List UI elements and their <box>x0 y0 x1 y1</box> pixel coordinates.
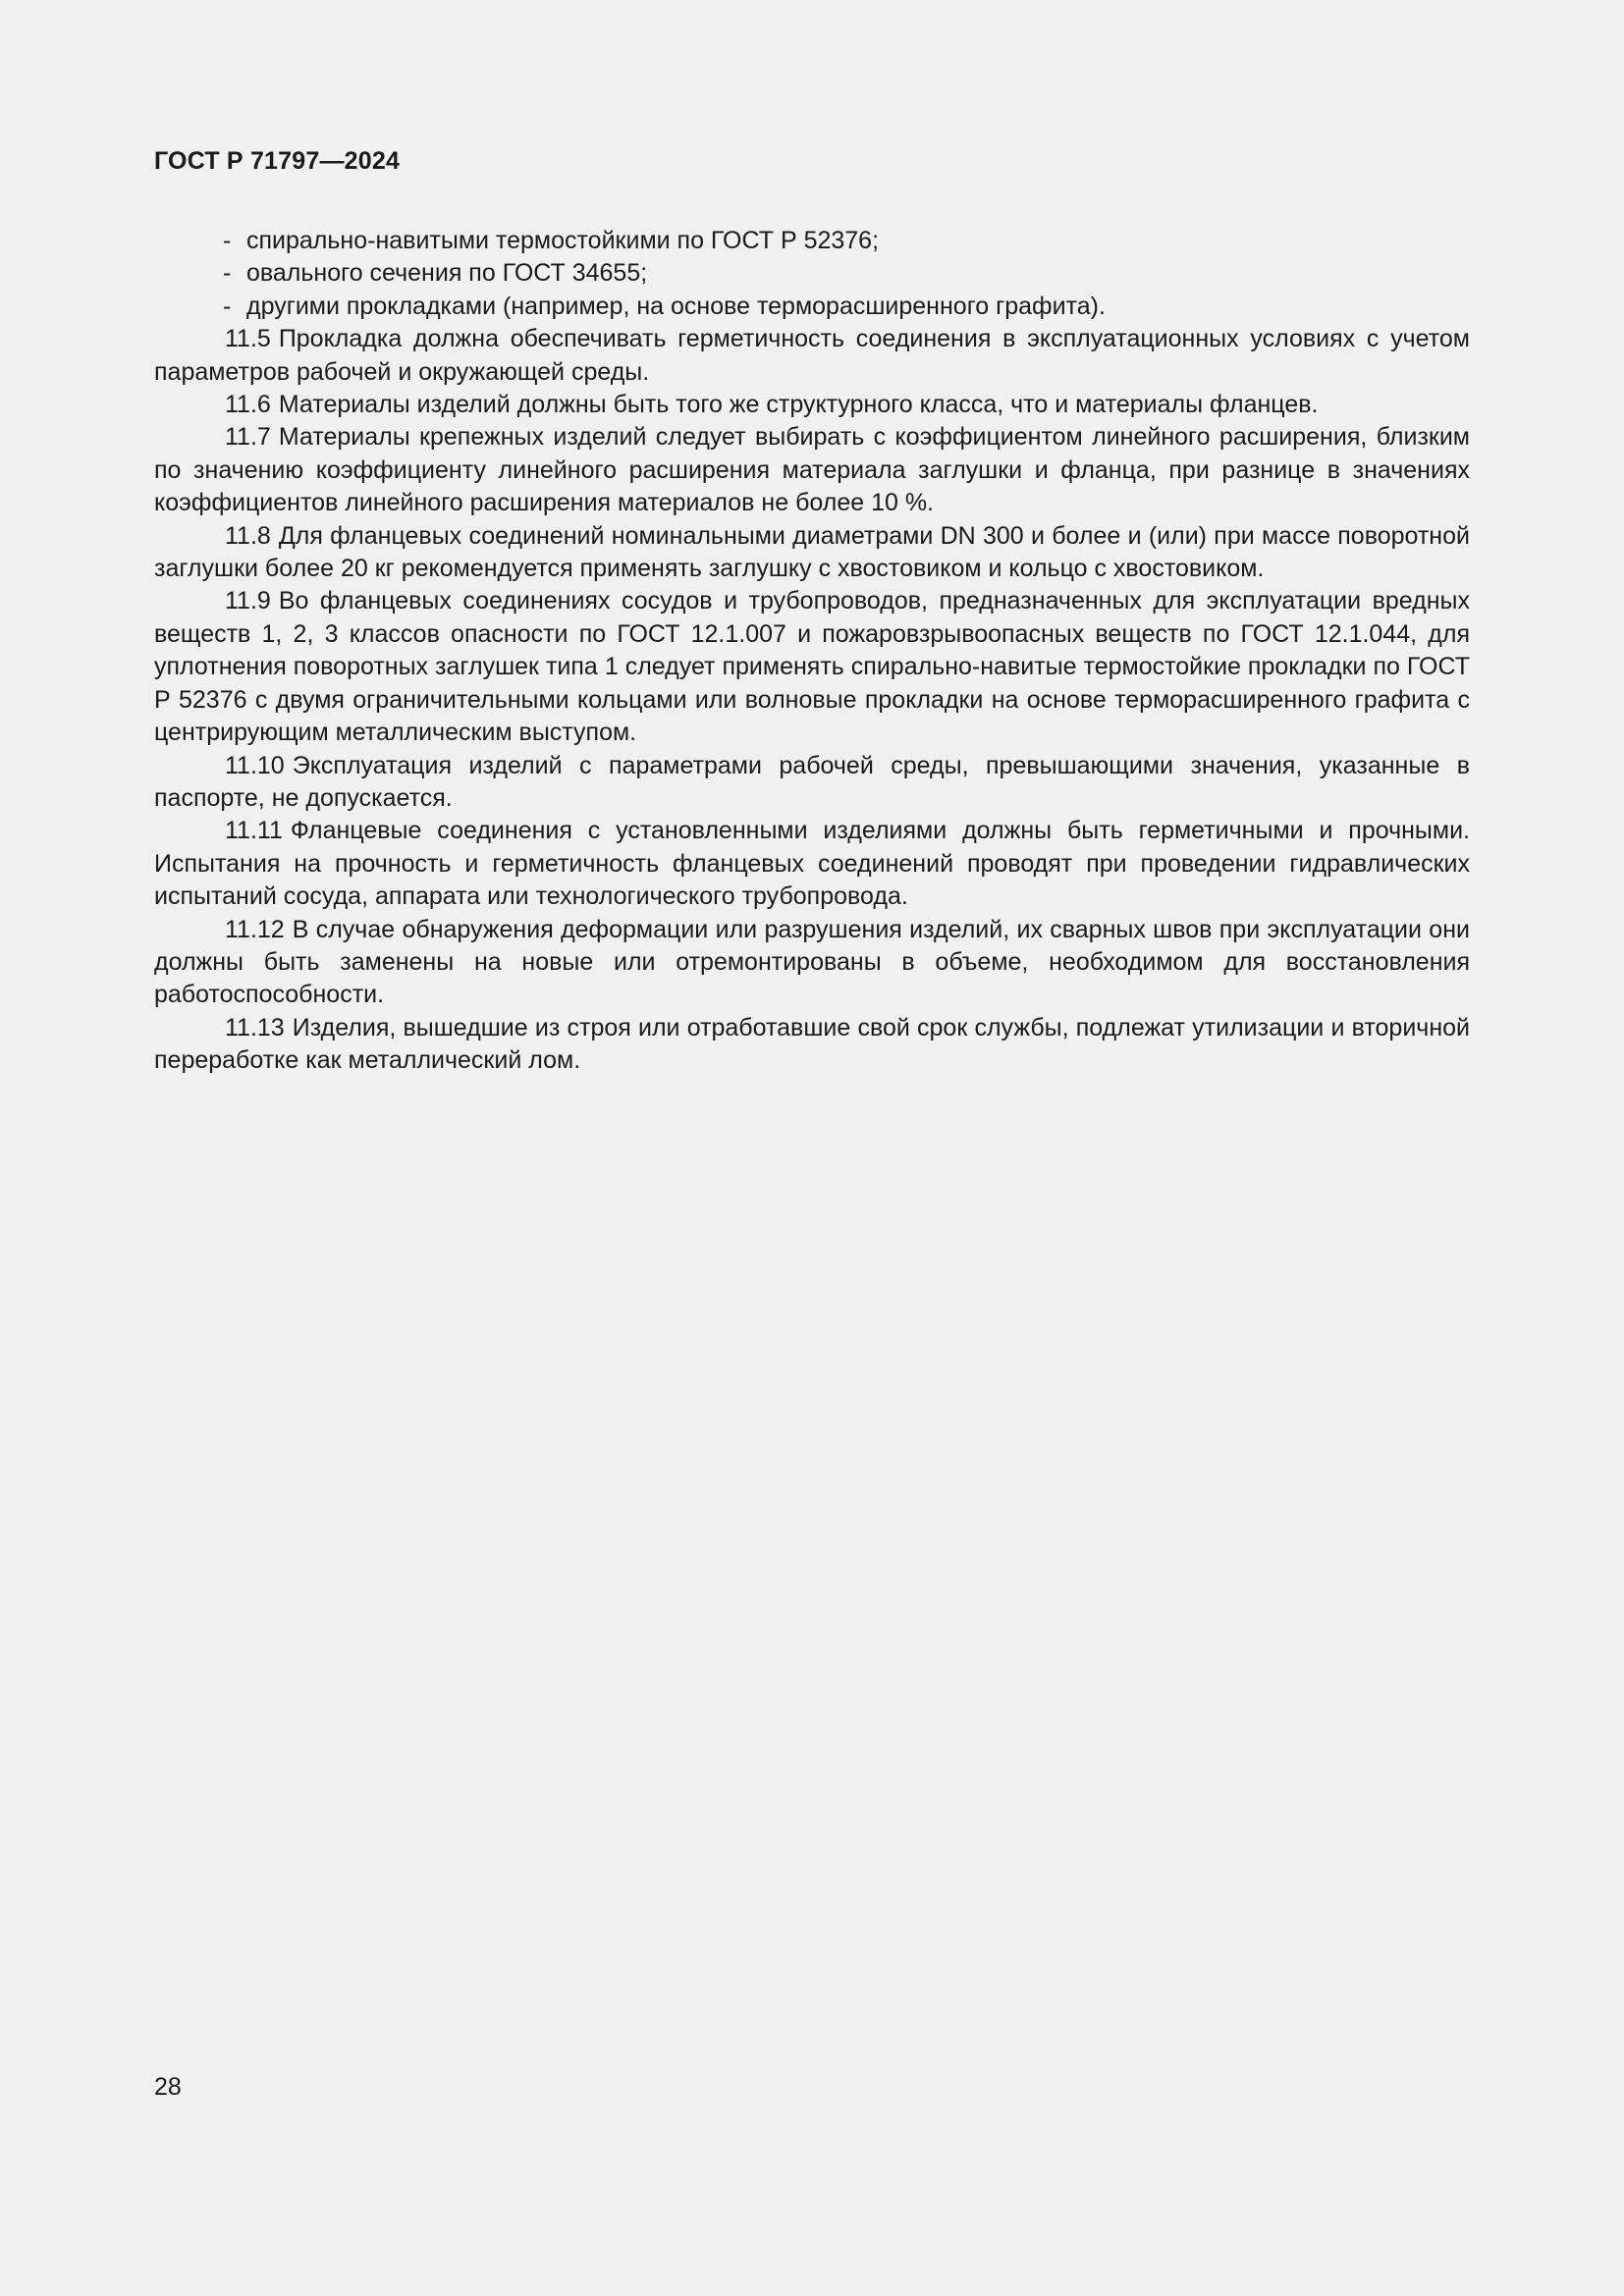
clause-text: Эксплуатация изделий с параметрами рабочей среды, превышающими значения, указанные в паспорте, не допускается. <box>154 751 1470 812</box>
clause-number: 11.8 <box>225 521 271 550</box>
dash-marker: - <box>223 292 232 320</box>
page-number: 28 <box>154 2073 182 2101</box>
clause-number: 11.5 <box>225 325 271 353</box>
clause-11-9 <box>154 585 1470 749</box>
clause-text: Материалы изделий должны быть того же структурного класса, что и материалы фланцев. <box>278 391 1319 419</box>
document-header: ГОСТ Р 71797—2024 <box>154 147 401 175</box>
list-item <box>154 257 1470 290</box>
clause-11-12 <box>154 914 1470 1012</box>
clause-text: Прокладка должна обеспечивать герметичность соединения в эксплуатационных условиях с учетом параметров рабочей и окружающей среды. <box>154 325 1470 386</box>
clause-text: Изделия, вышедшие из строя или отработавшие свой срок службы, подлежат утилизации и вторичной переработке как металлический лом. <box>154 1013 1470 1075</box>
clause-number: 11.12 <box>225 915 285 943</box>
clause-text: В случае обнаружения деформации или разрушения изделий, их сварных швов при эксплуатации они должны быть заменены на новые или отремонтированы в объеме, необходимом для восстановления работоспособности. <box>154 915 1470 1009</box>
clause-text: Во фланцевых соединениях сосудов и трубопроводов, предназначенных для эксплуатации вредных веществ 1, 2, 3 классов опасности по ГОСТ 12.1.007 и пожаровзрывоопасных веществ по ГОСТ 12.1.044, для уплотнения поворотных заглушек типа 1 следует применять спирально-навитые термостойкие прокладки по ГОСТ Р 52376 с двумя ограничительными кольцами или волновые прокладки на основе терморасширенного графита с центрирующим металлическим выступом. <box>154 587 1470 747</box>
dash-marker: - <box>223 259 232 288</box>
clause-11-7 <box>154 421 1470 519</box>
clause-number: 11.10 <box>225 751 285 779</box>
clause-11-10 <box>154 750 1470 816</box>
clause-11-11 <box>154 815 1470 913</box>
list-item <box>154 291 1470 323</box>
clause-text: Материалы крепежных изделий следует выбирать с коэффициентом линейного расширения, близким по значению коэффициенту линейного расширения материала заглушки и фланца, при разнице в значениях коэффициентов линейного расширения материалов не более 10 %. <box>154 423 1470 517</box>
clause-number: 11.13 <box>225 1013 285 1041</box>
clause-number: 11.7 <box>225 423 271 452</box>
clause-number: 11.6 <box>225 391 271 419</box>
clause-text: Фланцевые соединения с установленными изделиями должны быть герметичными и прочными. Испытания на прочность и герметичность фланцевых соединений проводят при проведении гидравлических испытаний сосуда, аппарата или технологического трубопровода. <box>154 817 1470 911</box>
clause-text: Для фланцевых соединений номинальными диаметрами DN 300 и более и (или) при массе поворотной заглушки более 20 кг рекомендуется применять заглушку с хвостовиком и кольцо с хвостовиком. <box>154 521 1470 583</box>
dash-marker: - <box>223 227 232 254</box>
clause-number: 11.11 <box>225 817 283 845</box>
clause-11-13 <box>154 1012 1470 1078</box>
clause-11-6 <box>154 389 1470 421</box>
clause-number: 11.9 <box>225 587 271 615</box>
list-item-text: другими прокладками (например, на основе терморасширенного графита). <box>246 292 1106 320</box>
clause-11-8 <box>154 520 1470 586</box>
clause-11-5 <box>154 323 1470 389</box>
list-item-text: спирально-навитыми термостойкими по ГОСТ Р 52376; <box>246 227 880 254</box>
list-item-text: овального сечения по ГОСТ 34655; <box>246 259 648 288</box>
document-body <box>154 225 1470 1078</box>
list-item <box>154 225 1470 257</box>
